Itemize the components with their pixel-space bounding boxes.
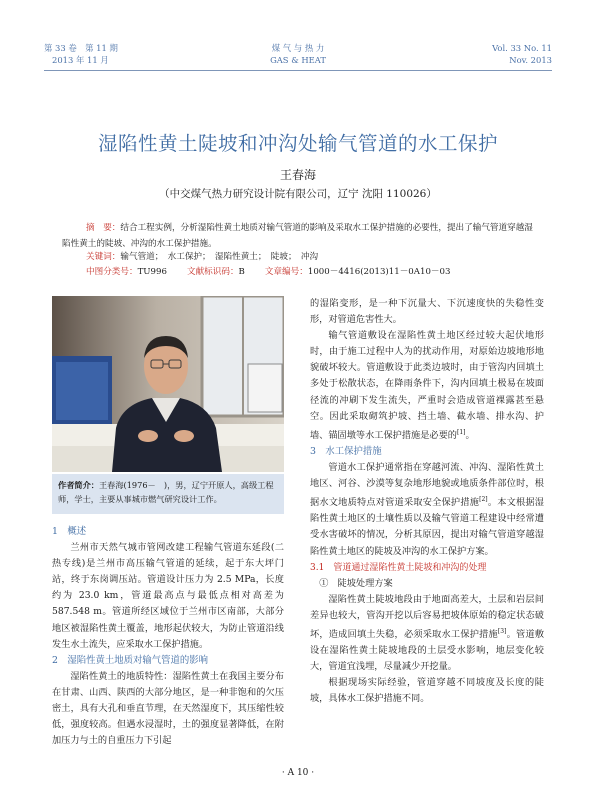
- citation-1: [1]: [457, 428, 466, 436]
- cls-value: TU996: [137, 267, 167, 277]
- affiliation: （中交煤气热力研究设计院有限公司，辽宁 沈阳 110026）: [159, 188, 437, 200]
- author-bio-text: 王春海(1976－ )，男，辽宁开原人，高级工程师，学士，主要从事城市燃气研究设计工作。: [58, 480, 274, 504]
- date-cn: 2013 年 11 月: [52, 55, 109, 65]
- header-divider: [44, 70, 552, 71]
- paragraph-protection-end: 。本文根据湿陷性黄土地区的土壤性质以及输气管道工程建设中经常遭受水害破坏的情况，分析其原因，提出对输气管道穿越湿陷性黄土地区的陡坡及冲沟的水工保护方案。: [310, 497, 544, 557]
- volume-issue-en: Vol. 33 No. 11: [492, 43, 552, 53]
- paragraph-experience: 根据现场实际经验，管道穿越不同坡度及长度的陡坡，具体水工保护措施不同。: [310, 677, 544, 705]
- section-1-heading: 1 概述: [52, 526, 87, 537]
- author-name: 王春海: [279, 168, 316, 182]
- journal-name-cn: 煤 气 与 热 力: [271, 43, 325, 53]
- section-3-heading: 3 水工保护措施: [310, 445, 382, 457]
- keywords: [86, 250, 318, 264]
- citation-3: [3]: [497, 628, 507, 635]
- steep-slope-subheading: ① 陡坡处理方案: [319, 577, 393, 589]
- keywords-text: 输气管道； 水工保护； 湿陷性黄土； 陡坡； 冲沟: [120, 252, 319, 262]
- page-number: · A 10 ·: [281, 768, 315, 778]
- paragraph-slope-damage: [310, 328, 544, 444]
- running-header: [0, 32, 596, 72]
- paragraph-protection: [310, 460, 544, 560]
- volume-issue-cn: 第 33 卷 第 11 期: [44, 43, 118, 53]
- cls-label: 中图分类号：: [86, 267, 138, 277]
- section-3-1-heading: 3.1 管道通过湿陷性黄土陡坡和冲沟的处理: [310, 562, 487, 573]
- date-en: Nov. 2013: [509, 55, 552, 65]
- article-number-value: 1000－4416(2013)11－0A10－03: [307, 267, 451, 277]
- paragraph-slope-damage-end: 。: [465, 429, 475, 441]
- author-bio-label: 作者简介：: [58, 480, 99, 490]
- paragraph-slope-damage-text: 输气管道敷设在湿陷性黄土地区经过较大起伏地形时，由于施工过程中人为的扰动作用，对原始边坡地形地貌破坏较大。管道敷设于此类边坡时，由于管沟内回填土多处于松散状态，在降雨条件下，沟内回填土极易在坡面径流的冲刷下发生流失，严重时会造成管道裸露甚至悬空。因此采取砌筑护坡、挡土墙、截水墙、排水沟、护墙、锚固墩等水工保护措施是必要的: [310, 330, 544, 441]
- section-1-paragraph: 兰州市天然气城市管网改建工程输气管道东延段(二热专线)是兰州市高压输气管道的延续，起于东大坪门站，终于东岗调压站。管道设计压力为 2.5 MPa，长度约为 23.0 km，管道最高点与最低点相对高差为 587.548 m。管道所经区域位于兰州市区南部，大部分地区被湿陷性黄土覆盖，地形起伏较大，为防止管道沿线发生水土流失，应采取水工保护措施。: [52, 542, 284, 650]
- author-portrait-photo: [52, 296, 284, 472]
- journal-name-en: GAS & HEAT: [270, 55, 326, 65]
- paragraph-protection-text: 管道水工保护通常指在穿越河流、冲沟、湿陷性黄土地区、河谷、沙漠等复杂地形地貌或地质条件部位时，根据水文地质特点对管道采取安全保护措施: [310, 462, 544, 509]
- paragraph-steep-slope-end: 。管道敷设在湿陷性黄土陡坡地段的土层受水影响，地层变化较大，管道宜浅埋，尽量减少开挖量。: [310, 629, 545, 673]
- abstract-label: 摘 要：: [86, 223, 121, 233]
- section-2-paragraph: 湿陷性黄土的地质特性：湿陷性黄土在我国主要分布在甘肃、山西、陕西的大部分地区，是一种非饱和的欠压密土，具有大孔和垂直节理，在天然湿度下，其压缩性较低，强度较高。但遇水浸湿时，土的强度显著降低，在附加压力与土的自重压力下引起: [52, 670, 284, 747]
- keywords-label: 关键词：: [86, 252, 121, 262]
- classification-row: [86, 265, 450, 279]
- doc-code-value: B: [238, 267, 245, 277]
- section-2-heading: 2 湿陷性黄土地质对输气管道的影响: [52, 654, 208, 666]
- abstract: [62, 220, 534, 252]
- abstract-text: 结合工程实例，分析湿陷性黄土地质对输气管道的影响及采取水工保护措施的必要性，提出了输气管道穿越湿陷性黄土的陡坡、冲沟的水工保护措施。: [62, 223, 533, 249]
- paragraph-steep-slope: [310, 592, 544, 676]
- article-number-label: 文章编号：: [264, 267, 308, 277]
- left-column: [52, 524, 284, 749]
- header-right: [492, 42, 552, 66]
- portrait-illustration: [52, 296, 284, 472]
- paper-title: 湿陷性黄土陡坡和冲沟处输气管道的水工保护: [97, 132, 498, 155]
- paragraph-steep-slope-text: 湿陷性黄土陡坡地段由于地面高差大，土层和岩层间差异也较大，管沟开挖以后容易把坡体原始的稳定状态破坏，造成回填土失稳，必须采取水工保护措施: [310, 593, 544, 641]
- author-bio: [52, 474, 284, 514]
- citation-2: [2]: [479, 496, 488, 504]
- continued-paragraph: 的湿陷变形，是一种下沉量大、下沉速度快的失稳性变形，对管道危害性大。: [310, 298, 544, 326]
- doc-code-label: 文献标识码：: [186, 267, 239, 277]
- right-column: [310, 296, 544, 708]
